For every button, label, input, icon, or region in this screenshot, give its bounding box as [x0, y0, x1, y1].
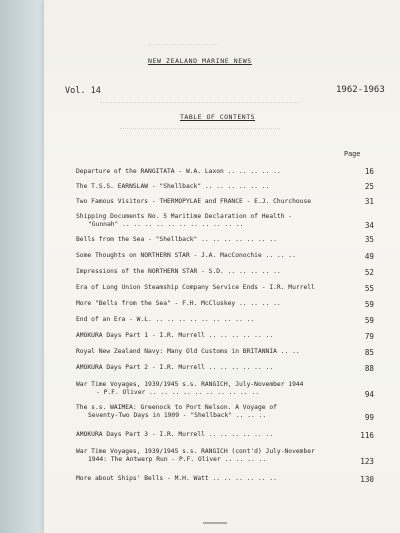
entry-page-number: 116	[360, 431, 374, 440]
show-through-mark	[148, 44, 218, 53]
entry-page-number: 34	[364, 221, 374, 230]
entry-page-number: 94	[364, 390, 374, 399]
entry-line: Era of Long Union Steamship Company Service Ends - I.R. Murrell	[76, 284, 315, 291]
entry-line-continued: Seventy-Two Days in 1909 - "Shellback" .. .. ..	[88, 412, 267, 419]
entry-title	[76, 198, 311, 206]
entry-title	[76, 431, 273, 439]
entry-line: Some Thoughts on NORTHERN STAR - J.A. MacConochie .. .. ..	[76, 252, 296, 259]
entry-line: Departure of the RANGITATA - W.A. Laxon .. .. .. .. ..	[76, 168, 281, 175]
entry-title	[76, 316, 254, 324]
show-through-mark	[120, 128, 280, 130]
entry-page-number: 99	[364, 413, 374, 422]
entry-title	[76, 475, 277, 483]
entry-line: Two Famous Visitors - THERMOPYLAE and FRANCE - E.J. Churchouse	[76, 198, 312, 205]
entry-line-continued: 1944: The Antwerp Run - P.F. Oliver .. .. .. ..	[88, 456, 267, 463]
entry-line: Shipping Documents No. 5 Maritime Declaration of Health -	[76, 213, 293, 220]
volume-years: 1962-1963	[336, 85, 385, 95]
entry-page-number: 25	[364, 182, 374, 191]
entry-title	[76, 183, 269, 191]
entry-page-number: 85	[364, 348, 374, 357]
entry-title	[76, 284, 315, 292]
entry-line: War Time Voyages, 1939/1945 s.s. RANGICH (cont'd) July-November	[76, 448, 315, 455]
table-of-contents-title: TABLE OF CONTENTS	[180, 113, 256, 121]
entry-line: Bells from the Sea - "Shellback" .. .. .. .. .. .. ..	[76, 236, 277, 243]
show-through-mark	[100, 102, 300, 104]
entry-page-number: 59	[364, 300, 374, 309]
entry-line: AMOKURA Days Part 3 - I.R. Murrell .. .. .. .. .. ..	[76, 431, 274, 438]
entry-line: More about Ships' Bells - M.H. Watt .. .. .. .. .. ..	[76, 475, 277, 482]
volume-label: Vol. 14	[65, 86, 101, 96]
entry-page-number: 55	[364, 284, 374, 293]
entry-line: Impressions of the NORTHERN STAR - S.D. .. .. .. .. ..	[76, 268, 281, 275]
entry-title	[76, 348, 300, 356]
entry-title	[76, 404, 277, 420]
binder-spine	[0, 0, 44, 533]
bottom-dash-mark	[203, 522, 227, 524]
entry-page-number: 88	[364, 364, 374, 373]
entry-title	[76, 252, 296, 260]
entry-title	[76, 268, 281, 276]
entry-page-number: 35	[364, 235, 374, 244]
entry-title	[76, 213, 292, 229]
entry-title	[76, 448, 315, 464]
magazine-title: NEW ZEALAND MARINE NEWS	[148, 57, 252, 65]
entry-line: End of an Era - W.L. .. .. .. .. .. .. .. .. ..	[76, 316, 255, 323]
entry-line: The T.S.S. EARNSLAW - "Shellback" .. .. .. .. .. ..	[76, 183, 270, 190]
entry-page-number: 31	[364, 197, 374, 206]
entry-line: War Time Voyages, 1939/1945 s.s. RANGICH, July-November 1944	[76, 381, 304, 388]
entry-page-number: 130	[360, 475, 374, 484]
entry-line: Royal New Zealand Navy: Many Old Customs in BRITANNIA .. ..	[76, 348, 300, 355]
entry-page-number: 59	[364, 316, 374, 325]
entry-line: More "Bells from the Sea" - F.H. McCluskey .. .. .. ..	[76, 300, 281, 307]
entry-line: The s.s. WAIMEA: Greenock to Port Nelson. A Voyage of	[76, 404, 277, 411]
entry-page-number: 52	[364, 268, 374, 277]
entry-page-number: 49	[364, 252, 374, 261]
entry-page-number: 123	[360, 457, 374, 466]
entry-line-continued: "Gunnah" .. .. .. .. .. .. .. .. .. .. ..	[88, 221, 244, 228]
entry-page-number: 16	[364, 167, 374, 176]
entry-line-continued: - P.F. Oliver .. .. .. .. .. .. .. .. .. ..	[96, 389, 260, 396]
entry-title	[76, 381, 303, 397]
entry-title	[76, 236, 277, 244]
entry-page-number: 79	[364, 332, 374, 341]
entry-title	[76, 168, 281, 176]
entry-line: AMOKURA Days Part 2 - I.R. Murrell .. .. .. .. .. ..	[76, 364, 274, 371]
page-column-label: Page	[344, 150, 361, 158]
entry-title	[76, 332, 273, 340]
entry-title	[76, 364, 273, 372]
entry-line: AMOKURA Days Part 1 - I.R. Murrell .. .. .. .. .. ..	[76, 332, 274, 339]
entry-title	[76, 300, 281, 308]
